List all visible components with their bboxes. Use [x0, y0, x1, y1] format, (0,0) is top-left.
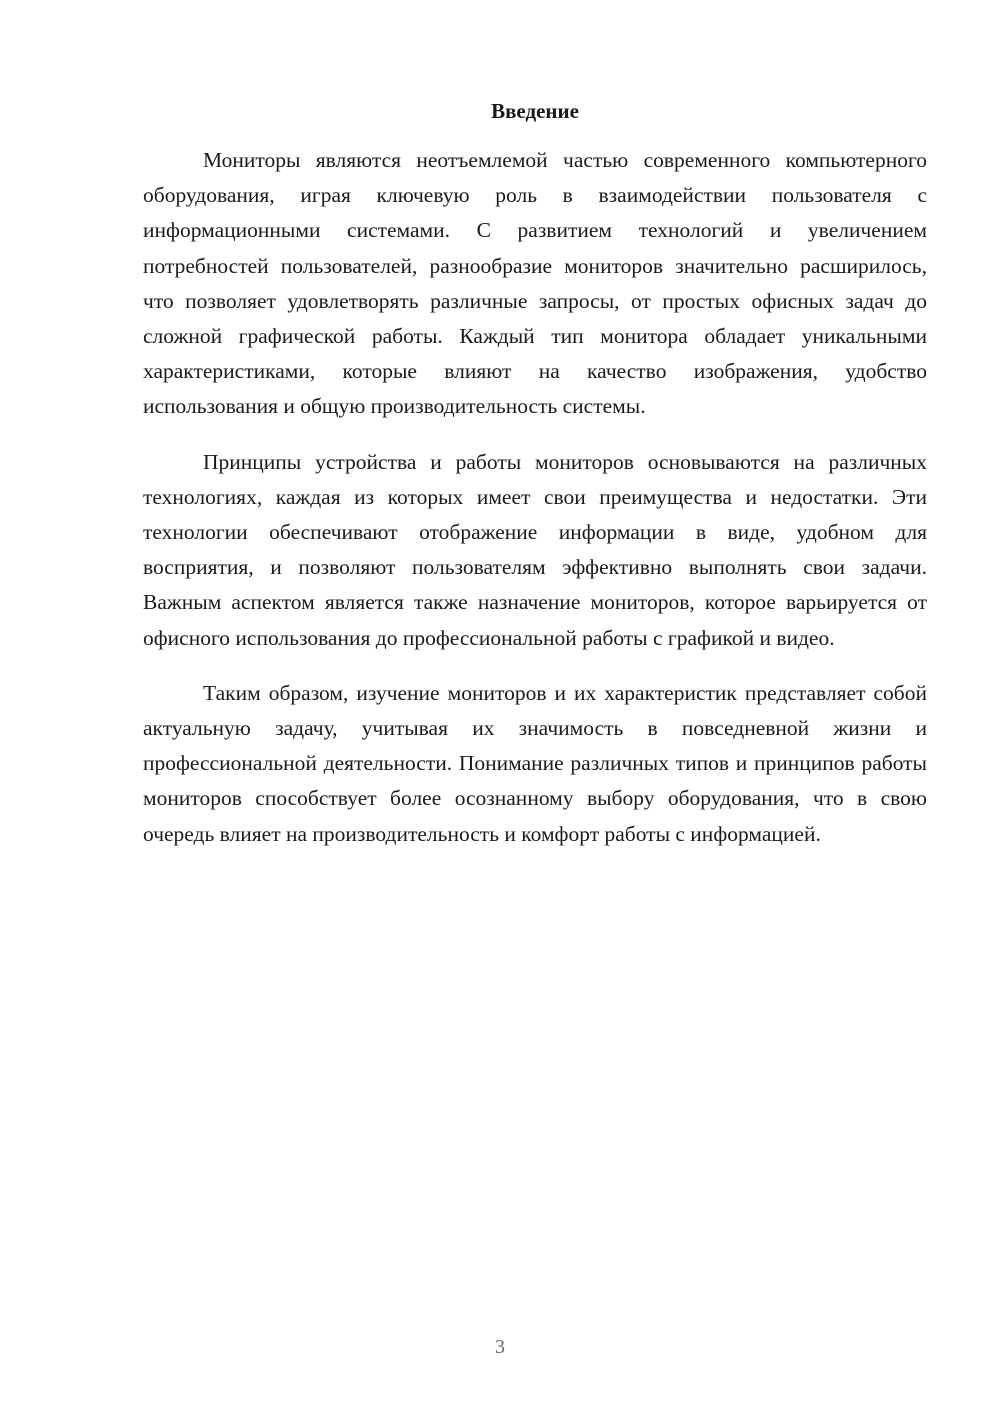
- page-title: Введение: [491, 99, 579, 123]
- paragraph-1: Мониторы являются неотъемлемой частью современного компьютерного оборудования, играя ключевую роль в взаимодействии пользователя с информационными системами. С развитием технологий и увеличением потребностей пользователей, разнообразие мониторов значительно расширилось, что позволяет удовлетворять различные запросы, от простых офисных задач до сложной графической работы. Каждый тип монитора обладает уникальными характеристиками, которые влияют на качество изображения, удобство использования и общую производительность системы.: [143, 148, 927, 419]
- paragraph-3: Таким образом, изучение мониторов и их характеристик представляет собой актуальную задачу, учитывая их значимость в повседневной жизни и профессиональной деятельности. Понимание различных типов и принципов работы мониторов способствует более осознанному выбору оборудования, что в свою очередь влияет на производительность и комфорт работы с информацией.: [143, 680, 927, 846]
- paragraph-2: Принципы устройства и работы мониторов основываются на различных технологиях, каждая из которых имеет свои преимущества и недостатки. Эти технологии обеспечивают отображение информации в виде, удобном для восприятия, и позволяют пользователям эффективно выполнять свои задачи. Важным аспектом является также назначение мониторов, которое варьируется от офисного использования до профессиональной работы с графикой и видео.: [143, 449, 927, 650]
- page-number: 3: [495, 1336, 505, 1358]
- body-text: [143, 143, 927, 872]
